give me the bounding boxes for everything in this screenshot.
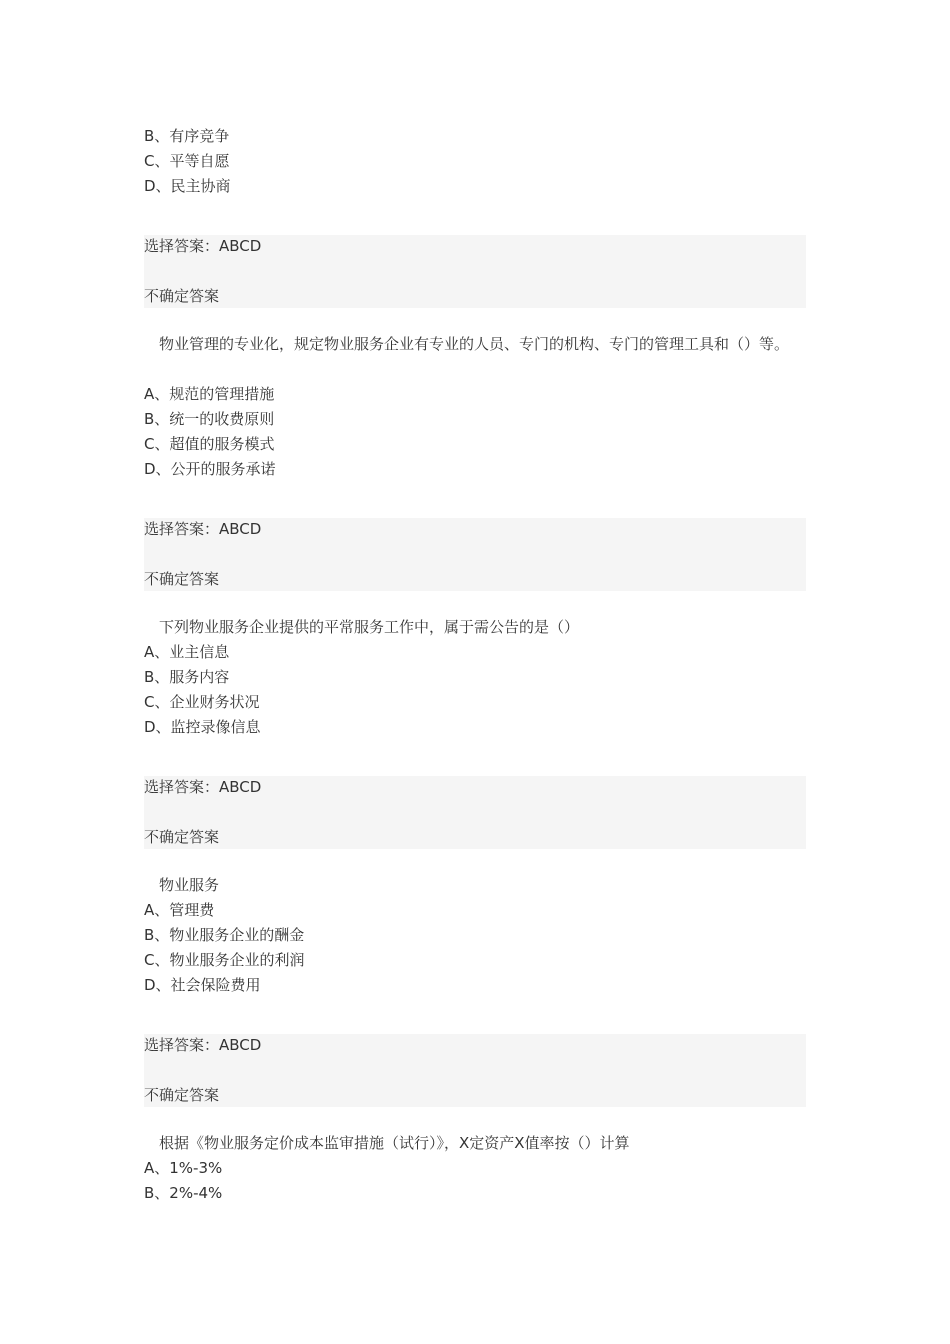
option-a: A、1%-3% (144, 1159, 223, 1177)
unsure-answer-text: 不确定答案 (144, 287, 220, 305)
unsure-answer-text: 不确定答案 (144, 570, 220, 588)
option-d: D、公开的服务承诺 (144, 460, 276, 478)
option-c: C、超值的服务模式 (144, 435, 275, 453)
option-a: A、业主信息 (144, 643, 230, 661)
answer-box (144, 235, 806, 308)
option-c: C、企业财务状况 (144, 693, 260, 711)
option-b: B、物业服务企业的酬金 (144, 926, 305, 944)
answer-box (144, 1034, 806, 1107)
question-text: 物业服务 (159, 876, 220, 894)
option-b: B、有序竞争 (144, 127, 230, 145)
option-b: B、统一的收费原则 (144, 410, 275, 428)
option-b: B、2%-4% (144, 1184, 223, 1202)
answer-text: 选择答案：ABCD (144, 237, 262, 255)
question-text: 下列物业服务企业提供的平常服务工作中，属于需公告的是（） (159, 618, 580, 636)
answer-box (144, 518, 806, 591)
question-text: 根据《物业服务定价成本监审措施（试行）》，X定资产X值率按（）计算 (159, 1134, 630, 1152)
answer-text: 选择答案：ABCD (144, 520, 262, 538)
option-d: D、民主协商 (144, 177, 231, 195)
answer-text: 选择答案：ABCD (144, 778, 262, 796)
option-b: B、服务内容 (144, 668, 230, 686)
answer-text: 选择答案：ABCD (144, 1036, 262, 1054)
option-c: C、平等自愿 (144, 152, 230, 170)
option-c: C、物业服务企业的利润 (144, 951, 305, 969)
option-d: D、监控录像信息 (144, 718, 261, 736)
option-d: D、社会保险费用 (144, 976, 261, 994)
unsure-answer-text: 不确定答案 (144, 828, 220, 846)
unsure-answer-text: 不确定答案 (144, 1086, 220, 1104)
option-a: A、管理费 (144, 901, 215, 919)
option-a: A、规范的管理措施 (144, 385, 275, 403)
question-text: 物业管理的专业化，规定物业服务企业有专业的人员、专门的机构、专门的管理工具和（）等。 (159, 335, 790, 353)
answer-box (144, 776, 806, 849)
